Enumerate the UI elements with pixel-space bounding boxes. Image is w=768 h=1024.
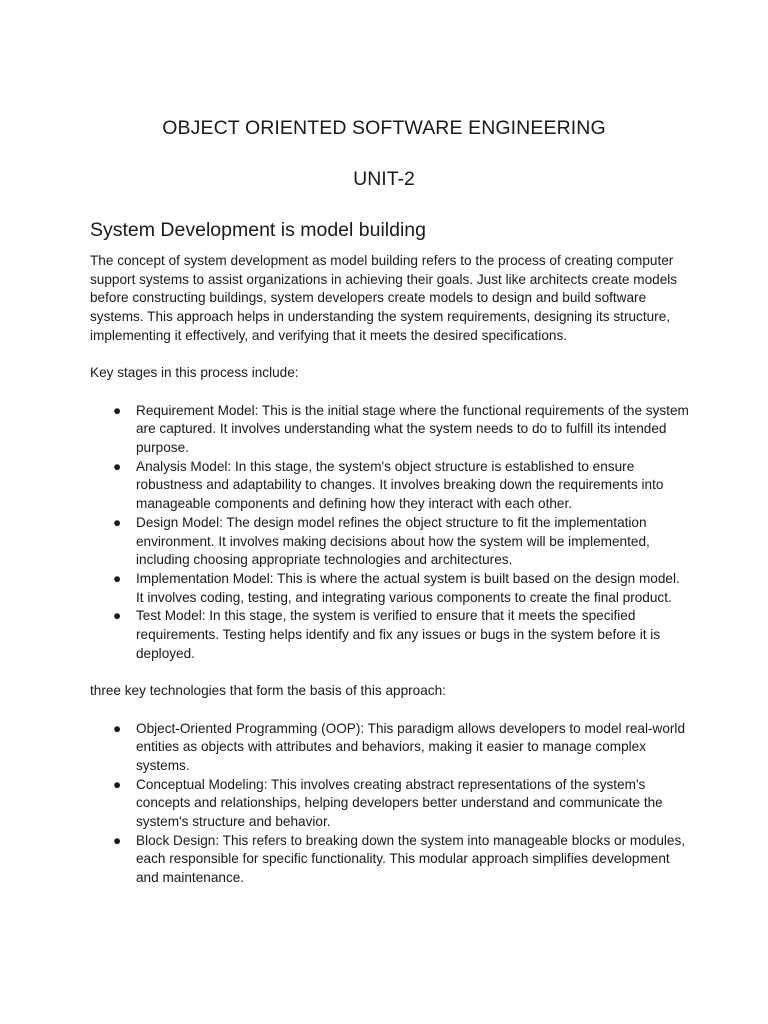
bullet-icon: ●: [113, 776, 122, 792]
bullet-icon: ●: [113, 832, 122, 848]
bullet-icon: ●: [113, 570, 122, 586]
list-item: [90, 402, 690, 458]
list-item: [90, 458, 690, 514]
list-item-text: Implementation Model: This is where the actual system is built based on the design model. It involves coding, testing, and integrating various components to create the final product.: [136, 570, 680, 605]
section-heading: System Development is model building: [90, 219, 426, 241]
paragraph-spacer: [90, 701, 690, 720]
list-item-text: Conceptual Modeling: This involves creating abstract representations of the system's concepts and relationships, helping developers better understand and communicate the system's structure and behavior.: [136, 776, 663, 830]
list-item-text: Block Design: This refers to breaking down the system into manageable blocks or modules, each responsible for specific functionality. This modular approach simplifies development and maintenance.: [136, 832, 686, 886]
list-item-text: Design Model: The design model refines the object structure to fit the implementation environment. It involves making decisions about how the system will be implemented, including choosing appropriate technologies and architectures.: [136, 514, 650, 568]
list-item: [90, 832, 690, 888]
list-item-text: Object-Oriented Programming (OOP): This paradigm allows developers to model real-world entities as objects with attributes and behaviors, making it easier to manage complex systems.: [136, 720, 686, 773]
paragraph-spacer: [90, 663, 690, 682]
bullet-icon: ●: [113, 458, 122, 474]
document-title: OBJECT ORIENTED SOFTWARE ENGINEERING: [162, 117, 606, 139]
list-item: [90, 607, 690, 663]
document-subtitle: UNIT-2: [353, 168, 415, 190]
list-item: [90, 514, 690, 570]
bullet-icon: ●: [113, 608, 122, 624]
list-item: [90, 570, 690, 607]
paragraph-spacer: [90, 383, 690, 402]
technologies-list: [90, 720, 690, 888]
list-item: [90, 776, 690, 832]
bullet-icon: ●: [113, 514, 122, 530]
stages-intro: Key stages in this process include:: [90, 365, 299, 381]
list-item-text: Analysis Model: In this stage, the system's object structure is established to ensure robustness and adaptability to changes. It involves breaking down the requirements into manageable components and defining how they interact with each other.: [136, 458, 664, 512]
stages-list: [90, 402, 690, 664]
bullet-icon: ●: [113, 720, 122, 736]
list-item-text: Test Model: In this stage, the system is verified to ensure that it meets the specified requirements. Testing helps identify and fix any issues or bugs in the system before it is deployed.: [136, 608, 661, 661]
intro-paragraph: The concept of system development as model building refers to the process of creating computer support systems to assist organizations in achieving their goals. Just like architects create models before constructing buildings, system developers create models to design and build software systems. This approach helps in understanding the system requirements, designing its structure, implementing it effectively, and verifying that it meets the desired specifications.: [90, 253, 678, 343]
list-item-text: Requirement Model: This is the initial stage where the functional requirements of the system are captured. It involves understanding what the system needs to do to fulfill its intended purpose.: [136, 402, 689, 455]
bullet-icon: ●: [113, 402, 122, 418]
list-item: [90, 720, 690, 776]
document-body: [90, 252, 690, 888]
technologies-intro: three key technologies that form the basis of this approach:: [90, 683, 446, 699]
paragraph-spacer: [90, 346, 690, 365]
